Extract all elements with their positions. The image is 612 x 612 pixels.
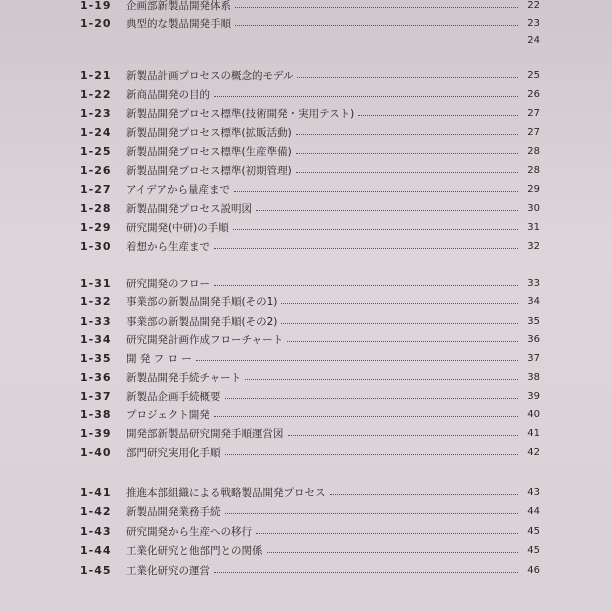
toc-entry-number: 1-36	[80, 370, 112, 384]
toc-entry	[80, 483, 540, 501]
toc-entry-number: 1-33	[80, 314, 112, 328]
toc-entry-title: 新製品開発業務手続	[126, 505, 221, 518]
toc-entry	[80, 502, 540, 520]
toc-entry-page: 37	[527, 352, 540, 364]
toc-entry-number: 1-39	[80, 426, 112, 440]
toc-entry-title: 研究開発のフロー	[126, 277, 210, 290]
toc-entry-title: 研究開発計画作成フローチャート	[126, 333, 284, 346]
leader-dots	[245, 379, 518, 380]
leader-dots	[235, 25, 518, 26]
toc-entry-title: アイデアから量産まで	[126, 183, 231, 196]
toc-entry	[80, 349, 540, 367]
leader-dots	[267, 552, 519, 553]
toc-entry-title: 新製品計画プロセスの概念的モデル	[126, 69, 294, 82]
toc-entry-number: 1-21	[80, 68, 112, 82]
toc-entry-title: 新製品開発プロセス標準(生産準備)	[126, 145, 292, 158]
toc-entry-number: 1-28	[80, 201, 112, 215]
toc-entry	[80, 180, 540, 198]
leader-dots	[233, 229, 518, 230]
toc-entry-title: 推進本部組織による戦略製品開発プロセス	[126, 486, 326, 499]
toc-entry	[80, 199, 540, 217]
toc-entry-title: 工業化研究と他部門との関係	[126, 544, 263, 557]
leader-dots	[297, 77, 518, 78]
toc-entry	[80, 66, 540, 84]
toc-entry	[80, 85, 540, 103]
toc-entry-number: 1-44	[80, 543, 112, 557]
toc-entry-title: 事業部の新製品開発手順(その2)	[126, 315, 278, 328]
toc-entry-number: 1-22	[80, 87, 112, 101]
toc-entry-page: 30	[527, 202, 540, 214]
toc-entry-page: 44	[527, 505, 540, 517]
toc-entry-number: 1-29	[80, 220, 112, 234]
leader-dots	[287, 341, 518, 342]
toc-entry-title: 企画部新製品開発体系	[126, 0, 231, 12]
toc-entry-number: 1-43	[80, 524, 112, 538]
toc-entry-page: 36	[527, 333, 540, 345]
toc-entry-page: 32	[527, 240, 540, 252]
toc-entry-page: 39	[527, 390, 540, 402]
leader-dots	[256, 533, 518, 534]
leader-dots	[214, 96, 518, 97]
toc-entry-page: 29	[527, 183, 540, 195]
toc-entry	[80, 237, 540, 255]
toc-entry-page: 41	[527, 427, 540, 439]
toc-entry-page: 24	[527, 34, 540, 46]
leader-dots	[214, 248, 518, 249]
leader-dots	[214, 285, 518, 286]
toc-entry-number: 1-19	[80, 0, 112, 12]
toc-entry-title: 典型的な製品開発手順	[126, 17, 231, 30]
toc-entry-number: 1-24	[80, 125, 112, 139]
toc-entry-page: 40	[527, 408, 540, 420]
toc-entry-title: 新製品開発手続チャート	[126, 371, 242, 384]
leader-dots	[196, 360, 518, 361]
toc-entry	[80, 368, 540, 386]
leader-dots	[330, 494, 519, 495]
toc-entry-number: 1-40	[80, 445, 112, 459]
leader-dots	[235, 7, 518, 8]
toc-entry	[80, 142, 540, 160]
toc-entry-page: 42	[527, 446, 540, 458]
toc-entry-number: 1-25	[80, 144, 112, 158]
toc-entry-number: 1-37	[80, 389, 112, 403]
toc-entry-title: 開 発 フ ロ ー	[126, 352, 192, 365]
toc-entry	[80, 330, 540, 348]
toc-entry-page: 28	[527, 145, 540, 157]
toc-entry	[80, 292, 540, 310]
toc-entry	[80, 31, 540, 49]
leader-dots	[234, 191, 518, 192]
toc-entry	[80, 541, 540, 559]
toc-entry	[80, 274, 540, 292]
toc-entry-title: 着想から生産まで	[126, 240, 210, 253]
toc-entry-number: 1-42	[80, 504, 112, 518]
toc-entry-number: 1-27	[80, 182, 112, 196]
toc-entry-page: 45	[527, 525, 540, 537]
toc-entry-title: 事業部の新製品開発手順(その1)	[126, 295, 278, 308]
toc-entry-title: 研究開発(中研)の手順	[126, 221, 229, 234]
toc-entry-page: 22	[527, 0, 540, 11]
toc-entry-title: 新製品開発プロセス説明図	[126, 202, 252, 215]
leader-dots	[214, 572, 518, 573]
toc-entry-number: 1-38	[80, 407, 112, 421]
toc-entry-title: 工業化研究の運営	[126, 564, 210, 577]
toc-entry-page: 31	[527, 221, 540, 233]
leader-dots	[296, 172, 518, 173]
toc-entry-page: 35	[527, 315, 540, 327]
toc-entry	[80, 424, 540, 442]
toc-entry-page: 33	[527, 277, 540, 289]
toc-entry-number: 1-45	[80, 563, 112, 577]
toc-entry-page: 26	[527, 88, 540, 100]
toc-entry-number: 1-31	[80, 276, 112, 290]
toc-entry-number: 1-41	[80, 485, 112, 499]
toc-entry-page: 25	[527, 69, 540, 81]
toc-entry-title: 新商品開発の目的	[126, 88, 210, 101]
toc-entry-title: 部門研究実用化手順	[126, 446, 221, 459]
toc-entry	[80, 312, 540, 330]
leader-dots	[288, 435, 519, 436]
toc-entry-number: 1-23	[80, 106, 112, 120]
leader-dots	[296, 153, 518, 154]
toc-entry	[80, 522, 540, 540]
toc-entry	[80, 387, 540, 405]
leader-dots	[281, 303, 518, 304]
toc-entry-page: 28	[527, 164, 540, 176]
toc-entry-page: 34	[527, 295, 540, 307]
leader-dots	[225, 398, 519, 399]
toc-entry	[80, 0, 540, 14]
leader-dots	[358, 115, 518, 116]
toc-entry	[80, 218, 540, 236]
toc-entry-page: 23	[527, 17, 540, 29]
leader-dots	[296, 134, 518, 135]
toc-entry-title: 新製品開発プロセス標準(拡販活動)	[126, 126, 292, 139]
toc-entry-number: 1-32	[80, 294, 112, 308]
toc-entry	[80, 161, 540, 179]
toc-entry-number: 1-20	[80, 16, 112, 30]
toc-entry-page: 27	[527, 107, 540, 119]
toc-entry-title: 新製品開発プロセス標準(初期管理)	[126, 164, 292, 177]
leader-dots	[225, 513, 519, 514]
toc-entry-title: 研究開発から生産への移行	[126, 525, 252, 538]
toc-entry	[80, 14, 540, 32]
toc-entry-number: 1-34	[80, 332, 112, 346]
toc-entry	[80, 561, 540, 579]
toc-entry	[80, 443, 540, 461]
toc-entry-number: 1-35	[80, 351, 112, 365]
toc-entry-title: 新製品開発プロセス標準(技術開発・実用テスト)	[126, 107, 355, 120]
toc-entry-page: 45	[527, 544, 540, 556]
leader-dots	[214, 416, 518, 417]
toc-entry-page: 38	[527, 371, 540, 383]
toc-entry-title: 新製品企画手続概要	[126, 390, 221, 403]
toc-entry-page: 46	[527, 564, 540, 576]
toc-entry-page: 27	[527, 126, 540, 138]
toc-entry-page: 43	[527, 486, 540, 498]
toc-entry	[80, 123, 540, 141]
toc-entry-title: プロジェクト開発	[126, 408, 210, 421]
toc-entry-number: 1-26	[80, 163, 112, 177]
leader-dots	[256, 210, 518, 211]
toc-entry	[80, 405, 540, 423]
toc-entry-title: 開発部新製品研究開発手順運営図	[126, 427, 284, 440]
leader-dots	[281, 323, 518, 324]
toc-entry	[80, 104, 540, 122]
toc-entry-number: 1-30	[80, 239, 112, 253]
leader-dots	[225, 454, 519, 455]
